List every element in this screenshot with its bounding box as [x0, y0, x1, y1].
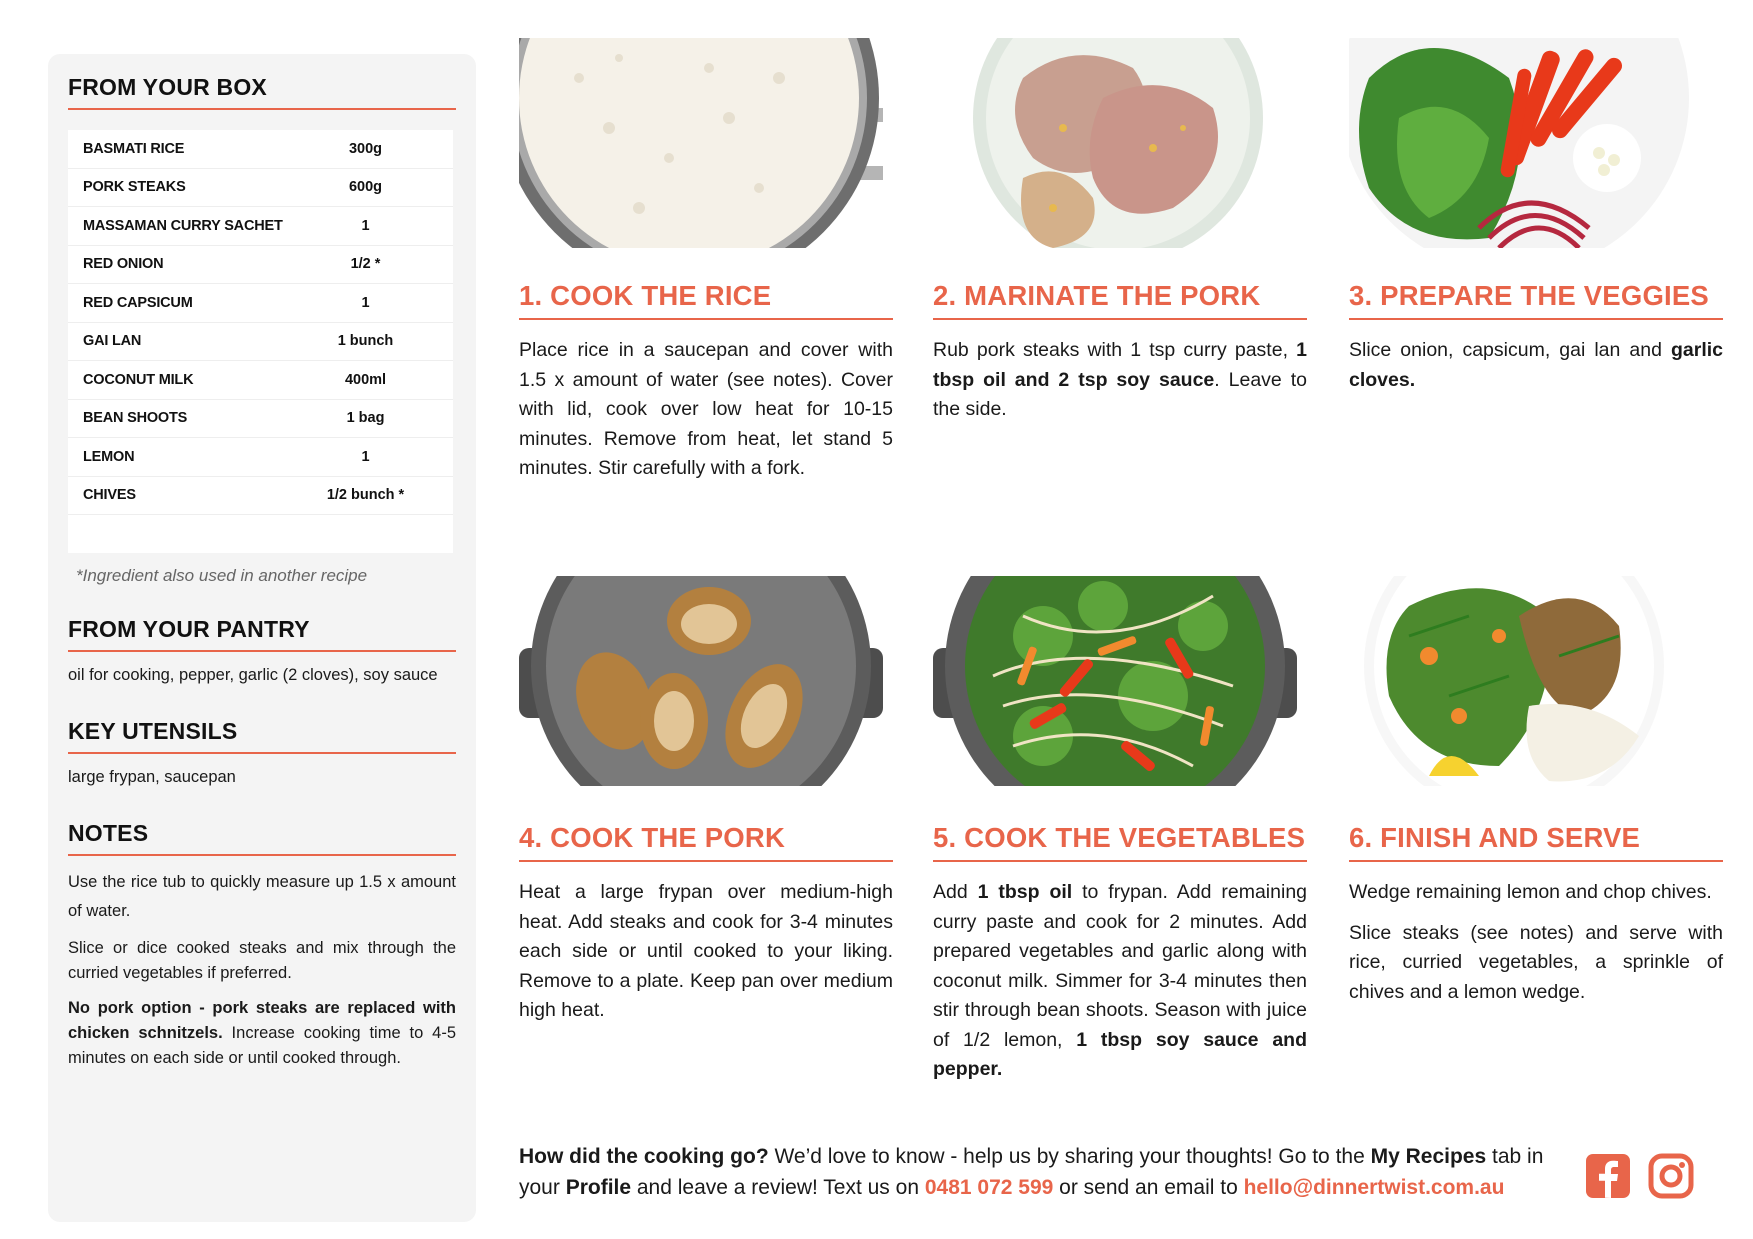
ingredient-name: CHIVES: [83, 487, 136, 504]
step-5-body: [933, 878, 1307, 1085]
ingredient-qty: 600g: [348, 179, 383, 196]
ingredient-row-empty: [68, 515, 453, 553]
footer-text-2: tab in your: [519, 1145, 1544, 1199]
step-3-title: 3. PREPARE THE VEGGIES: [1349, 280, 1723, 320]
step-5-body-bold-1: 1 tbsp oil: [977, 881, 1073, 903]
ingredient-row: [68, 246, 453, 285]
step-3-body-a: Slice onion, capsicum, gai lan and: [1349, 339, 1671, 361]
ingredient-row: [68, 323, 453, 362]
marinated-pork-photo: [933, 38, 1297, 248]
step-1-title: 1. COOK THE RICE: [519, 280, 893, 320]
ingredient-name: BEAN SHOOTS: [83, 410, 188, 427]
notes-section: [68, 820, 456, 1071]
step-6-body: [1349, 878, 1723, 1007]
ingredients-sidebar: [48, 54, 476, 1222]
instagram-icon[interactable]: [1647, 1152, 1695, 1200]
cooked-rice-photo: [519, 38, 883, 248]
ingredients-table: [68, 130, 453, 553]
utensils-section: [68, 718, 456, 790]
pantry-text: oil for cooking, pepper, garlic (2 cloves), soy sauce: [68, 666, 438, 684]
ingredient-name: BASMATI RICE: [83, 140, 185, 157]
email-link[interactable]: hello@dinnertwist.com.au: [1243, 1176, 1505, 1199]
ingredient-qty: 1 bunch: [337, 333, 394, 350]
ingredient-name: GAI LAN: [83, 333, 142, 350]
cooking-pork-photo: [519, 576, 883, 786]
ingredient-row: [68, 169, 453, 208]
step-2-body: [933, 336, 1307, 425]
ingredient-qty: 1/2 bunch *: [326, 487, 405, 504]
footer-question: How did the cooking go?: [519, 1145, 769, 1168]
ingredient-name: MASSAMAN CURRY SACHET: [83, 217, 283, 234]
utensils-text: large frypan, saucepan: [68, 768, 236, 786]
step-2-body-bold: 1 tbsp oil and 2 tsp soy sauce: [933, 339, 1307, 391]
ingredient-qty: 1 bag: [346, 410, 385, 427]
pantry-section: [68, 616, 456, 688]
ingredient-row: [68, 477, 453, 516]
step-3-body: [1349, 336, 1723, 395]
cooking-vegetables-photo: [933, 576, 1297, 786]
note-3-rest: Increase cooking time to 4-5 minutes on each side or until cooked through.: [68, 1024, 456, 1067]
step-2-body-a: Rub pork steaks with 1 tsp curry paste,: [933, 339, 1297, 361]
step-5-title: 5. COOK THE VEGETABLES: [933, 822, 1307, 862]
notes-heading: NOTES: [68, 820, 456, 856]
footer-text-1: We’d love to know - help us by sharing your thoughts! Go to the: [768, 1145, 1371, 1168]
prepared-veggies-photo: [1349, 38, 1713, 248]
profile-link[interactable]: Profile: [565, 1176, 632, 1199]
ingredient-name: COCONUT MILK: [83, 371, 194, 388]
ingredient-row: [68, 207, 453, 246]
from-your-pantry-heading: FROM YOUR PANTRY: [68, 616, 456, 652]
step-4-title: 4. COOK THE PORK: [519, 822, 893, 862]
note-3-bold: No pork option - pork steaks are replaced with chicken schnitzels.: [68, 999, 456, 1042]
ingredient-name: RED ONION: [83, 256, 164, 273]
feedback-footer: [519, 1141, 1579, 1203]
ingredient-qty: 1: [361, 294, 370, 311]
step-4-body: Heat a large frypan over medium-high heat. Add steaks and cook for 3-4 minutes each side or until cooked to your liking. Remove to a plate. Keep pan over medium high heat.: [519, 881, 893, 1021]
step-5-body-a: Add: [933, 881, 978, 903]
note-2: Slice or dice cooked steaks and mix through the curried vegetables if preferred.: [68, 939, 456, 982]
step-6-body-p1: Wedge remaining lemon and chop chives.: [1349, 881, 1712, 903]
ingredient-row: [68, 361, 453, 400]
step-2-body-c: . Leave to the side.: [933, 368, 1307, 420]
step-2-title: 2. MARINATE THE PORK: [933, 280, 1307, 320]
step-6-title: 6. FINISH AND SERVE: [1349, 822, 1723, 862]
ingredient-row: [68, 400, 453, 439]
ingredient-row: [68, 284, 453, 323]
note-1: Use the rice tub to quickly measure up 1.5 x amount of water.: [68, 873, 456, 920]
ingredient-name: LEMON: [83, 448, 135, 465]
ingredient-qty: 400ml: [344, 371, 387, 388]
footer-text-3: and leave a review! Text us on: [631, 1176, 925, 1199]
phone-link[interactable]: 0481 072 599: [924, 1176, 1054, 1199]
step-5-body-c: to frypan. Add remaining curry paste and cook for 2 minutes. Add prepared vegetables and garlic along with coconut milk. Simmer for 3-4 minutes then stir through bean shoots. Season with juice of 1/2 lemon,: [933, 881, 1308, 1051]
ingredient-name: PORK STEAKS: [83, 179, 186, 196]
ingredient-qty: 1/2 *: [350, 256, 381, 273]
key-utensils-heading: KEY UTENSILS: [68, 718, 456, 754]
ingredient-name: RED CAPSICUM: [83, 294, 193, 311]
ingredient-qty: 1: [361, 448, 370, 465]
step-5-body-bold-2: 1 tbsp soy sauce and pepper.: [933, 1028, 1307, 1080]
footer-text-4: or send an email to: [1053, 1176, 1244, 1199]
ingredient-qty: 1: [361, 217, 370, 234]
note-3: [68, 996, 456, 1071]
ingredient-row: [68, 130, 453, 169]
step-1-body: Place rice in a saucepan and cover with 1.5 x amount of water (see notes). Cover with lid, cook over low heat for 10-15 minutes. Remove from heat, let stand 5 minutes. Stir carefully with a fork.: [519, 339, 893, 479]
ingredient-qty: 300g: [348, 140, 383, 157]
from-your-box-heading: FROM YOUR BOX: [68, 74, 456, 110]
finished-dish-photo: [1349, 576, 1713, 786]
step-6-body-p2: Slice steaks (see notes) and serve with rice, curried vegetables, a sprinkle of chives and a lemon wedge.: [1349, 921, 1723, 1003]
ingredient-footnote: *Ingredient also used in another recipe: [76, 566, 368, 585]
step-3-body-bold: garlic cloves.: [1349, 339, 1723, 391]
facebook-icon[interactable]: [1584, 1152, 1632, 1200]
ingredient-row: [68, 438, 453, 477]
my-recipes-link[interactable]: My Recipes: [1370, 1145, 1487, 1168]
